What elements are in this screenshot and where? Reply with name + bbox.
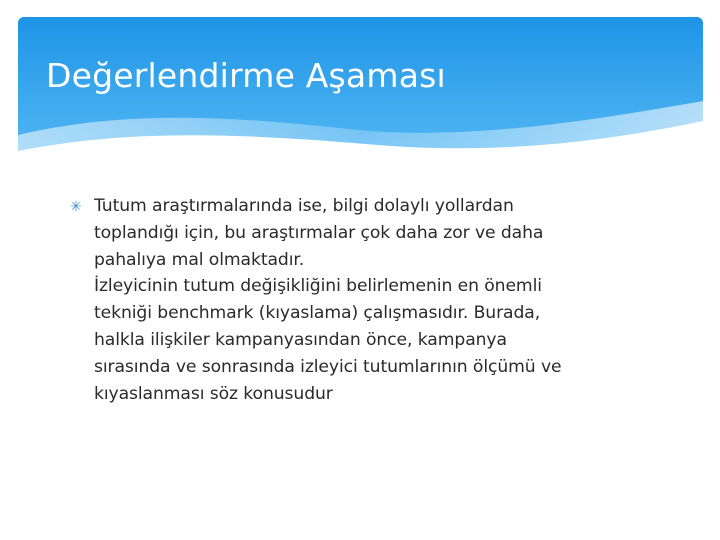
bullet-list — [70, 193, 654, 407]
asterisk-bullet-icon: ✳ — [70, 199, 82, 215]
bullet-item — [70, 193, 654, 407]
slide-title: Değerlendirme Aşaması — [46, 56, 446, 95]
bullet-text: Tutum araştırmalarında ise, bilgi dolaylı yollardan toplandığı için, bu araştırmalar çok daha zor ve daha pahalıya mal olmaktadır. İzleyicinin tutum değişikliğini belirlemenin en önemli tekniği benchmark (kıyaslama) çalışmasıdır. Burada, halkla ilişkiler kampanyasından önce, kampanya sırasında ve sonrasında izleyici tutumlarının ölçümü ve kıyaslanması söz konusudur — [94, 196, 562, 404]
